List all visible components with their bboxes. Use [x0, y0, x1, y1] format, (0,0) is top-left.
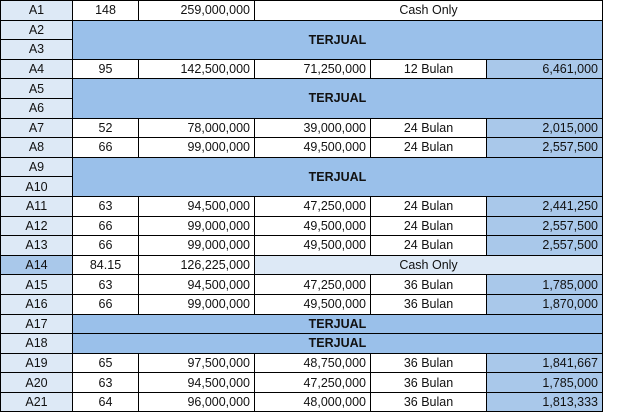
unit-id-cell[interactable]: A18	[1, 334, 73, 354]
unit-id-cell[interactable]: A4	[1, 59, 73, 79]
unit-id-cell[interactable]: A5	[1, 79, 73, 99]
price-cell[interactable]: 97,500,000	[139, 353, 255, 373]
down-payment-cell[interactable]: 71,250,000	[255, 59, 371, 79]
table-row	[1, 20, 603, 40]
area-cell[interactable]: 52	[73, 118, 139, 138]
price-cell[interactable]: 142,500,000	[139, 59, 255, 79]
table-row	[1, 236, 603, 256]
unit-id-cell[interactable]: A21	[1, 392, 73, 412]
area-cell[interactable]: 66	[73, 236, 139, 256]
unit-id-cell[interactable]: A3	[1, 40, 73, 60]
sold-banner[interactable]: TERJUAL	[73, 314, 603, 334]
down-payment-cell[interactable]: 48,000,000	[255, 392, 371, 412]
table-row	[1, 392, 603, 412]
installment-cell[interactable]: 1,785,000	[487, 373, 603, 393]
area-cell[interactable]: 63	[73, 373, 139, 393]
table-row	[1, 255, 603, 275]
tenor-cell[interactable]: 36 Bulan	[371, 294, 487, 314]
table-row	[1, 1, 603, 21]
area-cell[interactable]: 63	[73, 196, 139, 216]
table-row	[1, 294, 603, 314]
price-cell[interactable]: 99,000,000	[139, 216, 255, 236]
price-cell[interactable]: 99,000,000	[139, 138, 255, 158]
installment-cell[interactable]: 2,557,500	[487, 138, 603, 158]
unit-id-cell[interactable]: A13	[1, 236, 73, 256]
unit-id-cell[interactable]: A11	[1, 196, 73, 216]
tenor-cell[interactable]: 24 Bulan	[371, 216, 487, 236]
tenor-cell[interactable]: 36 Bulan	[371, 392, 487, 412]
area-cell[interactable]: 95	[73, 59, 139, 79]
unit-id-cell[interactable]: A6	[1, 98, 73, 118]
installment-cell[interactable]: 6,461,000	[487, 59, 603, 79]
table-row	[1, 138, 603, 158]
unit-id-cell[interactable]: A12	[1, 216, 73, 236]
down-payment-cell[interactable]: 49,500,000	[255, 138, 371, 158]
installment-cell[interactable]: 2,441,250	[487, 196, 603, 216]
area-cell[interactable]: 66	[73, 294, 139, 314]
price-cell[interactable]: 94,500,000	[139, 196, 255, 216]
area-cell[interactable]: 65	[73, 353, 139, 373]
price-cell[interactable]: 78,000,000	[139, 118, 255, 138]
table-row	[1, 275, 603, 295]
down-payment-cell[interactable]: 49,500,000	[255, 236, 371, 256]
installment-cell[interactable]: 1,785,000	[487, 275, 603, 295]
table-row	[1, 59, 603, 79]
tenor-cell[interactable]: 24 Bulan	[371, 138, 487, 158]
sold-banner[interactable]: TERJUAL	[73, 79, 603, 118]
price-cell[interactable]: 96,000,000	[139, 392, 255, 412]
unit-id-cell[interactable]: A10	[1, 177, 73, 197]
unit-id-cell[interactable]: A19	[1, 353, 73, 373]
down-payment-cell[interactable]: 47,250,000	[255, 373, 371, 393]
area-cell[interactable]: 66	[73, 138, 139, 158]
unit-id-cell[interactable]: A9	[1, 157, 73, 177]
unit-id-cell[interactable]: A20	[1, 373, 73, 393]
table-body	[1, 1, 603, 412]
tenor-cell[interactable]: 12 Bulan	[371, 59, 487, 79]
down-payment-cell[interactable]: 47,250,000	[255, 275, 371, 295]
unit-id-cell[interactable]: A1	[1, 1, 73, 21]
price-cell[interactable]: 126,225,000	[139, 255, 255, 275]
price-cell[interactable]: 99,000,000	[139, 236, 255, 256]
tenor-cell[interactable]: 36 Bulan	[371, 373, 487, 393]
price-cell[interactable]: 259,000,000	[139, 1, 255, 21]
sold-banner[interactable]: TERJUAL	[73, 20, 603, 59]
tenor-cell[interactable]: 24 Bulan	[371, 236, 487, 256]
tenor-cell[interactable]: 36 Bulan	[371, 353, 487, 373]
unit-id-cell[interactable]: A7	[1, 118, 73, 138]
area-cell[interactable]: 148	[73, 1, 139, 21]
cash-only-note[interactable]: Cash Only	[255, 255, 603, 275]
down-payment-cell[interactable]: 39,000,000	[255, 118, 371, 138]
table-row	[1, 314, 603, 334]
table-row	[1, 216, 603, 236]
table-row	[1, 334, 603, 354]
down-payment-cell[interactable]: 47,250,000	[255, 196, 371, 216]
unit-id-cell[interactable]: A8	[1, 138, 73, 158]
installment-cell[interactable]: 2,557,500	[487, 216, 603, 236]
installment-cell[interactable]: 2,015,000	[487, 118, 603, 138]
installment-cell[interactable]: 2,557,500	[487, 236, 603, 256]
area-cell[interactable]: 63	[73, 275, 139, 295]
area-cell[interactable]: 66	[73, 216, 139, 236]
unit-id-cell[interactable]: A15	[1, 275, 73, 295]
tenor-cell[interactable]: 24 Bulan	[371, 118, 487, 138]
installment-cell[interactable]: 1,813,333	[487, 392, 603, 412]
table-row	[1, 373, 603, 393]
sold-banner[interactable]: TERJUAL	[73, 334, 603, 354]
table-row	[1, 157, 603, 177]
installment-cell[interactable]: 1,870,000	[487, 294, 603, 314]
cash-only-note[interactable]: Cash Only	[255, 1, 603, 21]
table-row	[1, 353, 603, 373]
tenor-cell[interactable]: 36 Bulan	[371, 275, 487, 295]
table-row	[1, 79, 603, 99]
installment-cell[interactable]: 1,841,667	[487, 353, 603, 373]
unit-id-cell[interactable]: A14	[1, 255, 73, 275]
tenor-cell[interactable]: 24 Bulan	[371, 196, 487, 216]
price-cell[interactable]: 99,000,000	[139, 294, 255, 314]
unit-id-cell[interactable]: A17	[1, 314, 73, 334]
table-row	[1, 118, 603, 138]
unit-id-cell[interactable]: A2	[1, 20, 73, 40]
sold-banner[interactable]: TERJUAL	[73, 157, 603, 196]
price-cell[interactable]: 94,500,000	[139, 275, 255, 295]
area-cell[interactable]: 84.15	[73, 255, 139, 275]
table-row	[1, 196, 603, 216]
area-cell[interactable]: 64	[73, 392, 139, 412]
down-payment-cell[interactable]: 49,500,000	[255, 294, 371, 314]
price-cell[interactable]: 94,500,000	[139, 373, 255, 393]
unit-id-cell[interactable]: A16	[1, 294, 73, 314]
down-payment-cell[interactable]: 49,500,000	[255, 216, 371, 236]
down-payment-cell[interactable]: 48,750,000	[255, 353, 371, 373]
